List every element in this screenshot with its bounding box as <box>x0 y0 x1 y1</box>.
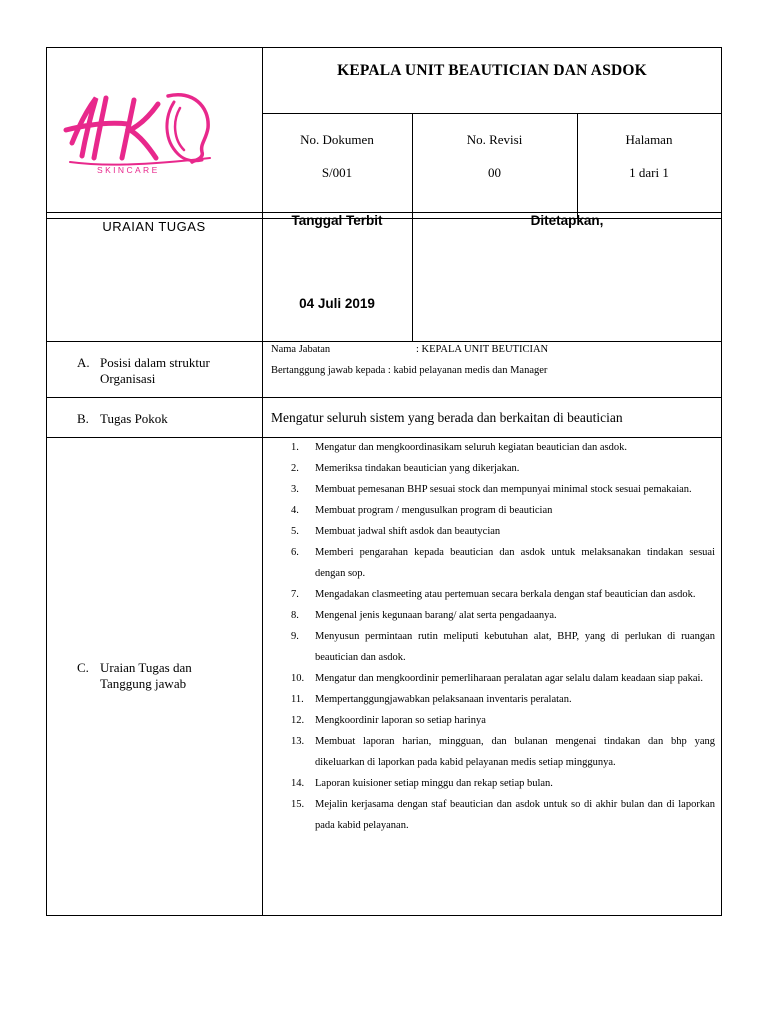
task-number: 10. <box>291 673 305 684</box>
task-number: 14. <box>291 778 305 789</box>
list-item <box>270 605 715 626</box>
list-item <box>270 731 715 773</box>
task-text: Mengatur dan mengkoordinasikam seluruh kegiatan beautician dan asdok. <box>315 442 627 453</box>
list-item <box>270 773 715 794</box>
task-text: Mengenal jenis kegunaan barang/ alat serta pengadaanya. <box>315 610 557 621</box>
section-c-label <box>100 660 260 692</box>
task-text: Mengatur dan mengkoordinir pemerliharaan peralatan agar selalu dalam keadaan siap pakai. <box>315 673 704 684</box>
section-c-label-line1: Uraian Tugas dan <box>100 660 192 675</box>
section-b-marker: B. <box>77 411 89 426</box>
task-number: 1. <box>291 442 299 453</box>
task-number: 12. <box>291 715 305 726</box>
list-item <box>270 437 715 458</box>
halaman-label: Halaman <box>625 132 673 147</box>
nama-jabatan-value: : KEPALA UNIT BEUTICIAN <box>416 344 549 355</box>
list-item <box>270 584 715 605</box>
task-text: Menyusun permintaan rutin meliputi kebutuhan alat, BHP, yang di perlukan di ruangan beautician dan asdok. <box>315 631 715 663</box>
list-item <box>270 542 715 584</box>
list-item <box>270 668 715 689</box>
ditetapkan-label: Ditetapkan, <box>530 213 604 228</box>
task-text: Mempertanggungjawabkan pelaksanaan inventaris peralatan. <box>315 694 572 705</box>
company-logo <box>60 88 220 183</box>
section-a-marker: A. <box>77 355 90 370</box>
task-number: 3. <box>291 484 299 495</box>
section-a-label-line1: Posisi dalam struktur <box>100 355 210 370</box>
task-number: 11. <box>291 694 304 705</box>
task-number: 13. <box>291 736 305 747</box>
list-item <box>270 479 715 500</box>
task-number: 15. <box>291 799 305 810</box>
list-item <box>270 458 715 479</box>
tugas-pokok-value: Mengatur seluruh sistem yang berada dan berkaitan di beautician <box>271 410 623 425</box>
task-number: 5. <box>291 526 299 537</box>
task-text: Mejalin kerjasama dengan staf beautician dan asdok untuk so di akhir bulan dan di laporkan pada kabid pelayanan. <box>315 799 715 831</box>
task-text: Membuat pemesanan BHP sesuai stock dan mempunyai minimal stock sesuai pemakaian. <box>315 484 692 495</box>
document-title: KEPALA UNIT BEAUTICIAN DAN ASDOK <box>337 62 647 79</box>
no-revisi-value: 00 <box>488 165 501 180</box>
list-item <box>270 521 715 542</box>
task-text: Membuat laporan harian, mingguan, dan bulanan mengenai tindakan dan bhp yang dikeluarkan di laporkan pada kabid pelayanan medis setiap minggunya. <box>315 736 715 768</box>
section-a-label-line2: Organisasi <box>100 371 156 386</box>
list-item <box>270 710 715 731</box>
section-c-label-line2: Tanggung jawab <box>100 676 187 691</box>
uraian-tugas-heading: URAIAN TUGAS <box>102 219 206 234</box>
task-number: 2. <box>291 463 299 474</box>
halaman-value: 1 dari 1 <box>629 165 669 180</box>
task-text: Memeriksa tindakan beautician yang dikerjakan. <box>315 463 520 474</box>
task-number: 7. <box>291 589 299 600</box>
no-dokumen-value: S/001 <box>321 165 353 180</box>
task-text: Membuat jadwal shift asdok dan beautycian <box>315 526 501 537</box>
list-item <box>270 500 715 521</box>
section-c-marker: C. <box>77 660 89 675</box>
no-revisi-label: No. Revisi <box>466 132 523 147</box>
task-text: Mengadakan clasmeeting atau pertemuan secara berkala dengan staf beautician dan asdok. <box>315 589 696 600</box>
no-dokumen-label: No. Dokumen <box>300 132 374 147</box>
task-text: Memberi pengarahan kepada beautician dan asdok untuk melaksanakan tindakan sesuai dengan sop. <box>315 547 715 579</box>
task-number: 9. <box>291 631 299 642</box>
task-text: Mengkoordinir laporan so setiap harinya <box>315 715 486 726</box>
nama-jabatan-label: Nama Jabatan <box>271 344 331 355</box>
task-number: 8. <box>291 610 299 621</box>
tanggal-terbit-value: 04 Juli 2019 <box>299 296 375 311</box>
bertanggung-jawab-text: Bertanggung jawab kepada : kabid pelayanan medis dan Manager <box>271 365 548 376</box>
section-a-label <box>100 355 260 387</box>
tanggal-terbit-label: Tanggal Terbit <box>291 213 383 228</box>
section-b-label: Tugas Pokok <box>100 411 168 426</box>
logo-subtext: SKINCARE <box>97 165 160 175</box>
task-list <box>270 437 715 836</box>
task-number: 6. <box>291 547 299 558</box>
list-item <box>270 689 715 710</box>
task-number: 4. <box>291 505 299 516</box>
task-text: Membuat program / mengusulkan program di beautician <box>315 505 553 516</box>
list-item <box>270 626 715 668</box>
list-item <box>270 794 715 836</box>
task-text: Laporan kuisioner setiap minggu dan rekap setiap bulan. <box>315 778 553 789</box>
